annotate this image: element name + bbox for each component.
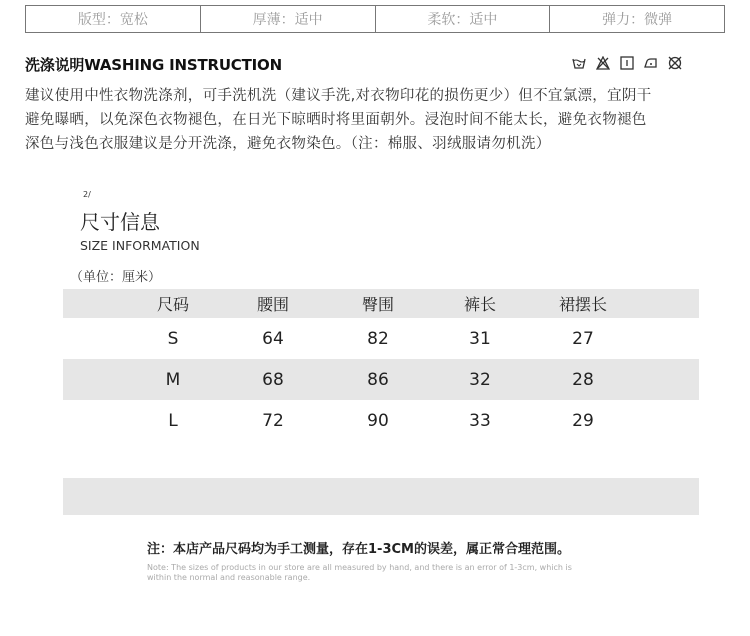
table-cell: 33 [469,410,491,431]
washing-line: 避免曝晒，以免深色衣物褪色，在日光下晾晒时将里面朝外。浸泡时间不能太长，避免衣物褪色 [25,112,647,128]
header-length: 裤长 [463,295,496,314]
table-cell: S [167,328,179,349]
header-size: 尺码 [156,295,189,314]
table-cell: 31 [469,328,491,349]
size-subtitle: SIZE INFORMATION [80,238,200,253]
table-row [63,318,699,359]
attribute-fit: 版型：宽松 [26,6,201,32]
iron-icon [644,56,658,70]
table-empty-row [63,478,699,515]
note-en-line: within the normal and reasonable range. [147,573,311,582]
table-cell: 68 [262,369,284,390]
attribute-strip [25,5,725,33]
table-cell: 90 [367,410,389,431]
washing-title: 洗涤说明WASHING INSTRUCTION [25,56,282,74]
table-cell: 29 [572,410,594,431]
attribute-thickness: 厚薄：适中 [201,6,376,32]
table-cell: 86 [367,369,389,390]
table-cell: 32 [469,369,491,390]
table-cell: 27 [572,328,594,349]
no-dryclean-icon [668,56,682,70]
size-title: 尺寸信息 [80,210,160,234]
table-cell: 64 [262,328,284,349]
wash-tub-icon [572,56,586,70]
care-icons [572,56,682,70]
note-en-line: Note: The sizes of products in our store are all measured by hand, and there is an error of 1-3cm, which is [147,563,572,572]
table-cell: 28 [572,369,594,390]
header-hip: 臀围 [361,295,394,314]
washing-text [25,84,730,156]
size-note: 注：本店产品尺码均为手工测量，存在1-3CM的误差，属正常合理范围。 [147,542,570,557]
table-cell: M [165,369,181,390]
size-table [63,289,699,515]
table-cell: L [168,410,178,431]
header-waist: 腰围 [256,295,289,314]
table-spacer-row [63,441,699,478]
tumble-dry-icon [620,56,634,70]
header-hem: 裙摆长 [558,295,607,314]
table-cell: 82 [367,328,389,349]
attribute-elasticity: 弹力：微弹 [602,12,673,28]
table-cell: 72 [262,410,284,431]
no-bleach-icon [596,56,610,70]
table-header-row [63,289,699,318]
table-row [63,400,699,441]
page-marker: 2/ [83,190,91,199]
size-note-english [147,563,617,583]
washing-line: 深色与浅色衣服建议是分开洗涤，避免衣物染色。（注：棉服、羽绒服请勿机洗） [25,136,551,152]
washing-line: 建议使用中性衣物洗涤剂，可手洗机洗（建议手洗,对衣物印花的损伤更少）但不宜氯漂，宜阴干 [25,88,652,104]
attribute-softness: 柔软：适中 [376,6,551,32]
size-unit: （单位：厘米） [70,270,162,285]
table-row [63,359,699,400]
